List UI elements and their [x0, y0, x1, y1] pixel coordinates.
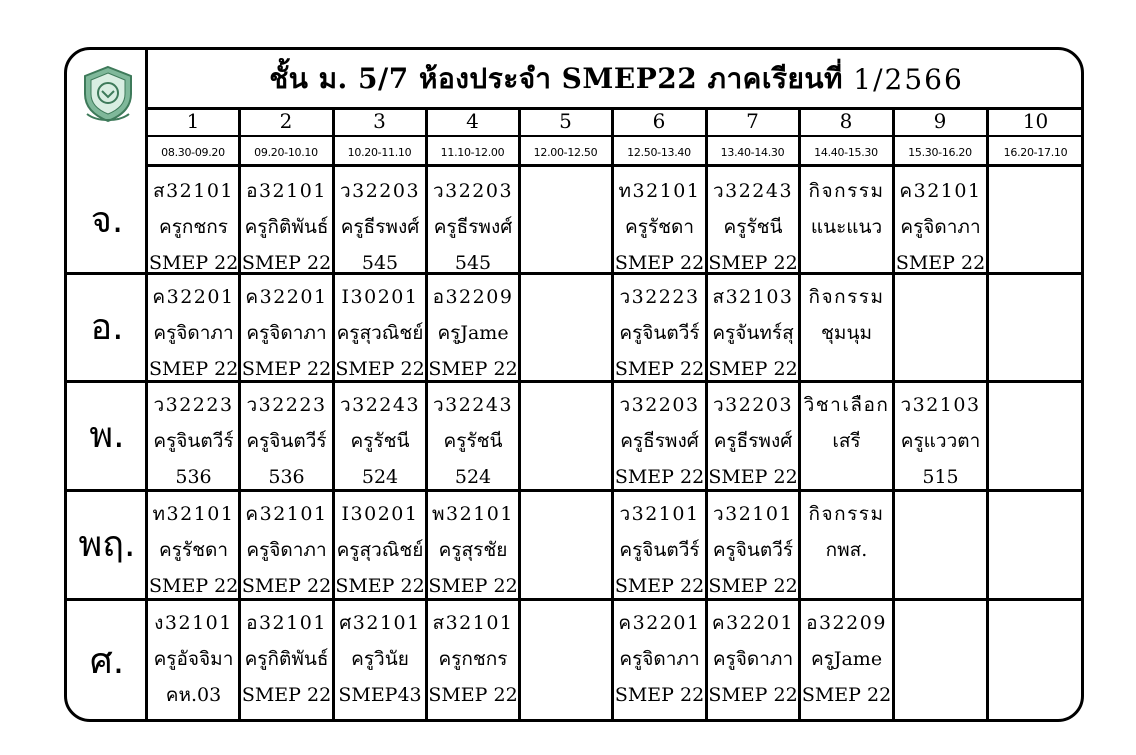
room: SMEP 22	[241, 358, 332, 378]
teacher-name: ครูจินตวีร์	[619, 539, 700, 561]
timetable-cell	[335, 173, 425, 270]
timetable-cell	[335, 496, 425, 596]
room: SMEP 22	[708, 684, 798, 706]
timetable-cell	[614, 387, 705, 487]
teacher-name: ครูธีรพงศ์	[620, 430, 699, 452]
teacher-name: ครูธีรพงศ์	[340, 216, 420, 238]
timetable-cell	[989, 605, 1083, 720]
subject-code: I30201	[341, 286, 419, 308]
subject-code: ท32101	[152, 503, 235, 525]
period-time: 15.30-16.20	[908, 145, 972, 159]
subject-code: ว32203	[432, 180, 514, 202]
subject-code	[989, 387, 1083, 423]
room: 536	[268, 466, 305, 487]
subject-code: ว32101	[712, 503, 794, 525]
room	[989, 459, 1083, 487]
period-time: 16.20-17.10	[1003, 145, 1068, 159]
timetable-frame	[64, 47, 1084, 722]
period-time: 12.50-13.40	[627, 145, 691, 159]
period-number: 5	[559, 109, 572, 133]
teacher-name: ครูJame	[810, 648, 883, 670]
subject-code	[521, 173, 611, 209]
subject-code: ว32203	[339, 180, 421, 202]
subject-code: อ32101	[246, 612, 327, 634]
timetable-cell	[149, 279, 238, 378]
teacher-name: แนะแนว	[810, 216, 883, 238]
period-time: 13.40-14.30	[720, 145, 785, 159]
timetable-cell	[521, 605, 611, 720]
subject-code	[989, 279, 1083, 315]
room	[801, 568, 892, 596]
teacher-name: ครูจิดาภา	[619, 648, 700, 670]
teacher-name	[895, 532, 986, 568]
timetable-cell	[428, 605, 518, 720]
room: SMEP 22	[708, 358, 798, 378]
teacher-name: ครูรัชนี	[723, 216, 783, 238]
timetable-cell	[801, 496, 892, 596]
teacher-name: ครูธีรพงศ์	[713, 430, 793, 452]
room: SMEP 22	[149, 252, 238, 270]
subject-code: ค32101	[899, 180, 982, 202]
teacher-name: ครูรัชดา	[624, 216, 695, 238]
subject-code	[895, 279, 986, 315]
subject-code: ว32223	[246, 394, 327, 416]
teacher-name: ครูรัชนี	[350, 430, 410, 452]
subject-code: อ32209	[432, 286, 514, 308]
period-number: 9	[933, 109, 947, 133]
teacher-name: กพส.	[825, 539, 868, 561]
subject-code	[895, 605, 986, 641]
room	[895, 677, 986, 713]
room: SMEP 22	[801, 684, 892, 706]
teacher-name: ครูรัชดา	[158, 539, 229, 561]
subject-code	[521, 387, 611, 423]
period-number: 10	[1022, 109, 1049, 133]
subject-code: กิจกรรม	[808, 180, 885, 202]
grid-line	[67, 489, 1084, 492]
room: SMEP 22	[614, 466, 705, 487]
room	[989, 677, 1083, 713]
room: SMEP43	[338, 684, 422, 706]
subject-code: กิจกรรม	[808, 286, 885, 308]
teacher-name: ครูจิดาภา	[153, 322, 234, 344]
teacher-name: เสรี	[832, 430, 861, 452]
timetable-cell	[614, 279, 705, 378]
timetable-cell	[708, 605, 798, 720]
period-number: 2	[279, 109, 293, 133]
subject-code: ว32103	[900, 394, 981, 416]
teacher-name: ครูจินตวีร์	[712, 539, 794, 561]
room: 545	[454, 252, 492, 270]
timetable-cell	[801, 605, 892, 720]
timetable-cell	[149, 605, 238, 720]
timetable-cell	[428, 387, 518, 487]
teacher-name: ครูJame	[437, 322, 509, 344]
timetable-cell	[241, 173, 332, 270]
timetable-cell	[241, 605, 332, 720]
subject-code: ส32101	[152, 180, 235, 202]
room: SMEP 22	[614, 684, 705, 706]
room: SMEP 22	[708, 252, 798, 270]
teacher-name	[521, 209, 611, 245]
room	[895, 351, 986, 378]
timetable-cell	[614, 605, 705, 720]
room: คห.03	[165, 684, 222, 706]
subject-code: ว32243	[432, 394, 514, 416]
subject-code	[989, 496, 1083, 532]
teacher-name: ครูแววตา	[900, 430, 981, 452]
teacher-name: ครูจินตวีร์	[153, 430, 234, 452]
room: SMEP 22	[149, 358, 238, 378]
teacher-name: ครูสุวณิชย์	[336, 539, 424, 561]
subject-code: อ32209	[806, 612, 887, 634]
room	[521, 245, 611, 270]
teacher-name	[521, 532, 611, 568]
subject-code: ศ32101	[339, 612, 421, 634]
room: 536	[175, 466, 212, 487]
day-label: ศ.	[89, 640, 125, 682]
timetable-cell	[708, 173, 798, 270]
timetable-cell	[801, 279, 892, 378]
teacher-name	[521, 423, 611, 459]
teacher-name	[989, 532, 1083, 568]
subject-code	[521, 496, 611, 532]
room: SMEP 22	[708, 575, 798, 596]
subject-code: ว32243	[712, 180, 794, 202]
teacher-name	[895, 641, 986, 677]
timetable-cell	[521, 496, 611, 596]
teacher-name: ชุมนุม	[821, 322, 872, 344]
room: 524	[361, 466, 399, 487]
teacher-name: ครูจิดาภา	[246, 322, 327, 344]
room: SMEP 22	[708, 466, 798, 487]
timetable-cell	[895, 279, 986, 378]
teacher-name: ครูกิติพันธ์	[244, 216, 329, 238]
term-text: 1/2566	[853, 62, 964, 96]
subject-code	[989, 173, 1083, 209]
teacher-name: ครูสุวณิชย์	[336, 322, 424, 344]
teacher-name	[989, 423, 1083, 459]
period-time: 11.10-12.00	[440, 145, 505, 159]
timetable-cell	[428, 496, 518, 596]
timetable-cell	[149, 173, 238, 270]
timetable-cell	[801, 387, 892, 487]
teacher-name	[989, 641, 1083, 677]
teacher-name: ครูกิติพันธ์	[244, 648, 329, 670]
subject-code	[521, 279, 611, 315]
timetable-cell	[895, 173, 986, 270]
teacher-name	[895, 315, 986, 351]
subject-code: ว32203	[619, 394, 700, 416]
timetable-cell	[335, 605, 425, 720]
teacher-name: ครูจิดาภา	[900, 216, 981, 238]
timetable-cell	[614, 173, 705, 270]
room	[521, 459, 611, 487]
period-time: 08.30-09.20	[161, 145, 225, 159]
subject-code: วิชาเลือก	[803, 394, 890, 416]
room: SMEP 22	[149, 575, 238, 596]
timetable-cell	[521, 279, 611, 378]
timetable-cell	[428, 279, 518, 378]
teacher-name: ครูจิดาภา	[246, 539, 327, 561]
room	[801, 245, 892, 270]
timetable-cell	[708, 279, 798, 378]
period-time: 12.00-12.50	[533, 145, 598, 159]
teacher-name: ครูวินัย	[351, 648, 409, 670]
teacher-name	[521, 315, 611, 351]
subject-code: ค32201	[618, 612, 701, 634]
subject-code: I30201	[341, 503, 419, 525]
period-number: 1	[186, 109, 200, 133]
timetable-cell	[241, 496, 332, 596]
timetable-cell	[521, 173, 611, 270]
room	[989, 245, 1083, 270]
period-time: 09.20-10.10	[254, 145, 318, 159]
period-number: 6	[652, 109, 666, 133]
subject-code: อ32101	[246, 180, 327, 202]
subject-code: ค32101	[245, 503, 328, 525]
grid-line	[67, 380, 1084, 383]
page-title	[149, 50, 1084, 108]
subject-code: ง32101	[154, 612, 233, 634]
room: SMEP 22	[241, 252, 332, 270]
subject-code	[521, 605, 611, 641]
room: SMEP 22	[335, 575, 425, 596]
timetable-cell	[241, 387, 332, 487]
day-label: พ.	[89, 415, 125, 456]
timetable-cell	[989, 387, 1083, 487]
room: SMEP 22	[895, 252, 986, 270]
teacher-name: ครูอัจจิมา	[153, 648, 234, 670]
grid-line	[67, 598, 1084, 601]
subject-code: ค32201	[245, 286, 328, 308]
subject-code: ท32101	[618, 180, 701, 202]
room	[895, 568, 986, 596]
subject-code: ค32201	[711, 612, 795, 634]
room: SMEP 22	[614, 575, 705, 596]
timetable-cell	[989, 496, 1083, 596]
teacher-name: ครูจันทร์สุ	[712, 322, 794, 344]
timetable-cell	[989, 279, 1083, 378]
timetable-cell	[989, 173, 1083, 270]
teacher-name: ครูสุรชัย	[438, 539, 508, 561]
teacher-name: ครูจินตวีร์	[619, 322, 700, 344]
timetable-cell	[521, 387, 611, 487]
timetable-cell	[149, 387, 238, 487]
room: 524	[454, 466, 492, 487]
room	[521, 568, 611, 596]
subject-code: กิจกรรม	[808, 503, 885, 525]
room	[801, 459, 892, 487]
grid-line	[147, 135, 1084, 137]
room	[801, 351, 892, 378]
period-number: 8	[839, 109, 853, 133]
subject-code: ว32243	[339, 394, 421, 416]
period-number: 4	[466, 109, 479, 133]
grid-line	[67, 272, 1084, 275]
room: SMEP 22	[428, 358, 518, 378]
period-time: 14.40-15.30	[814, 145, 878, 159]
teacher-name: ครูรัชนี	[443, 430, 503, 452]
day-label: อ.	[90, 306, 124, 348]
subject-code: ว32203	[712, 394, 794, 416]
subject-code: พ32101	[432, 503, 514, 525]
room: SMEP 22	[428, 684, 518, 706]
school-logo	[81, 64, 135, 124]
timetable-cell	[801, 173, 892, 270]
timetable-cell	[708, 496, 798, 596]
subject-code: ส32103	[712, 286, 794, 308]
timetable-cell	[895, 605, 986, 720]
room: SMEP 22	[241, 684, 332, 706]
room	[521, 677, 611, 713]
room: SMEP 22	[428, 575, 518, 596]
timetable-cell	[895, 387, 986, 487]
teacher-name: ครูกชกร	[438, 648, 508, 670]
room	[989, 351, 1083, 378]
teacher-name	[521, 641, 611, 677]
teacher-name: ครูธีรพงศ์	[433, 216, 513, 238]
teacher-name: ครูจิดาภา	[712, 648, 794, 670]
room: SMEP 22	[614, 358, 705, 378]
room: SMEP 22	[614, 252, 705, 270]
timetable-cell	[614, 496, 705, 596]
timetable-cell	[241, 279, 332, 378]
room: 515	[922, 466, 959, 487]
subject-code: ส32101	[432, 612, 514, 634]
period-number: 3	[373, 109, 386, 133]
subject-code: ว32223	[153, 394, 234, 416]
room	[521, 351, 611, 378]
room: SMEP 22	[241, 575, 332, 596]
timetable-cell	[335, 387, 425, 487]
teacher-name: ครูกชกร	[158, 216, 229, 238]
period-number: 7	[746, 109, 759, 133]
subject-code: ค32201	[152, 286, 235, 308]
timetable-cell	[895, 496, 986, 596]
subject-code	[989, 605, 1083, 641]
timetable-cell	[149, 496, 238, 596]
teacher-name: ครูจินตวีร์	[246, 430, 327, 452]
timetable-cell	[335, 279, 425, 378]
room	[989, 568, 1083, 596]
subject-code	[895, 496, 986, 532]
subject-code: ว32223	[619, 286, 700, 308]
teacher-name	[989, 209, 1083, 245]
period-time: 10.20-11.10	[347, 145, 412, 159]
room: 545	[361, 252, 399, 270]
day-label: จ.	[90, 199, 124, 241]
teacher-name	[989, 315, 1083, 351]
timetable-cell	[428, 173, 518, 270]
title-text: ชั้น ม. 5/7 ห้องประจำ SMEP22 ภาคเรียนที่	[269, 62, 844, 95]
timetable-cell	[708, 387, 798, 487]
subject-code: ว32101	[619, 503, 700, 525]
room: SMEP 22	[335, 358, 425, 378]
day-label: พฤ.	[78, 524, 136, 565]
